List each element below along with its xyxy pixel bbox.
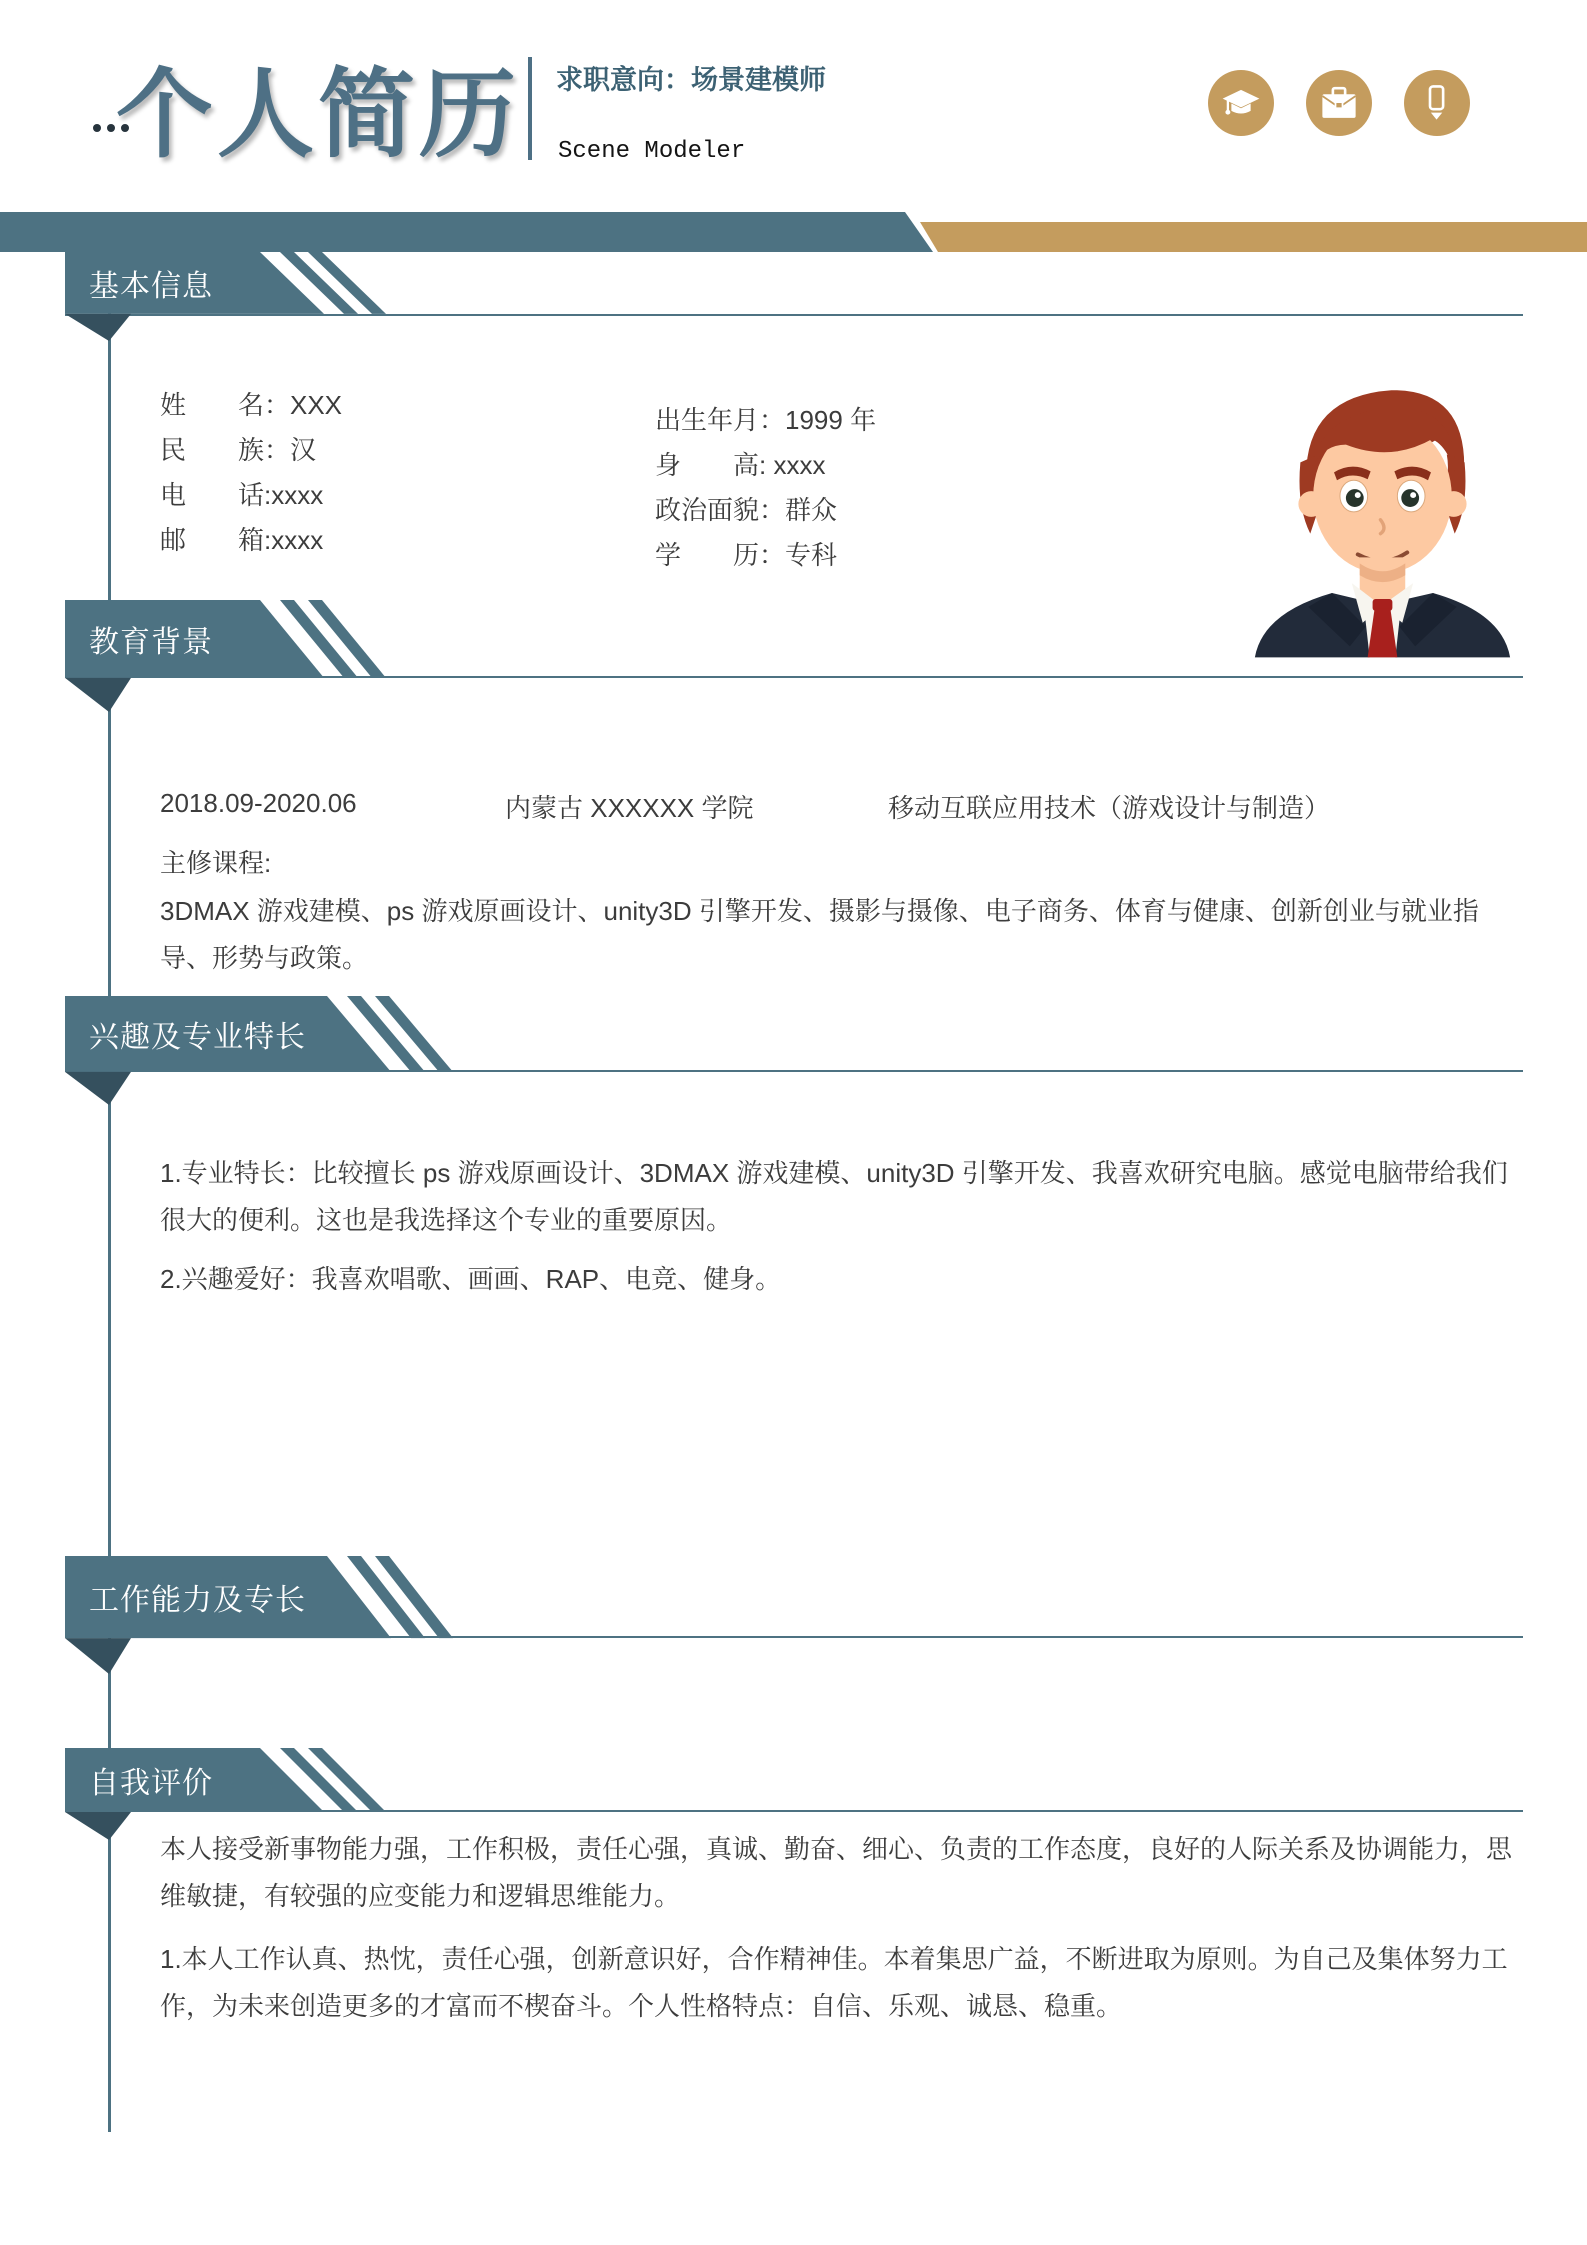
section-title: 基本信息 — [89, 270, 213, 303]
briefcase-icon — [1306, 70, 1372, 136]
self-evaluation-paragraph: 1.本人工作认真、热忱，责任心强，创新意识好，合作精神佳。本着集思广益，不断进取为原则。为自己及集体努力工作，为未来创造更多的才富而不楔奋斗。个人性格特点：自信、乐观、诚恳、稳重。 — [160, 1944, 1508, 2021]
education-courses-label: 主修课程: — [160, 848, 272, 878]
section-title: 教育背景 — [89, 626, 213, 659]
education-courses-text: 3DMAX 游戏建模、ps 游戏原画设计、unity3D 引擎开发、摄影与摄像、电子商务、体育与健康、创新创业与就业指导、形势与政策。 — [160, 896, 1479, 973]
job-intention-english: Scene Modeler — [558, 138, 746, 165]
interest-item: 1.专业特长：比较擅长 ps 游戏原画设计、3DMAX 游戏建模、unity3D 引擎开发、我喜欢研究电脑。感觉电脑带给我们很大的便利。这也是我选择这个专业的重要原因。 — [160, 1158, 1508, 1235]
header-teal-bar — [0, 212, 933, 252]
field-email: 邮 箱:xxxx — [160, 525, 324, 555]
section-header-self-evaluation — [65, 1748, 405, 1840]
field-birth: 出生年月：1999 年 — [655, 405, 877, 435]
graduation-cap-icon — [1208, 70, 1274, 136]
education-courses — [160, 888, 1528, 994]
header-divider — [528, 57, 532, 160]
section-header-basic-info — [65, 252, 405, 341]
section-title: 自我评价 — [89, 1767, 213, 1800]
interest-item: 2.兴趣爱好：我喜欢唱歌、画画、RAP、电竞、健身。 — [160, 1264, 782, 1294]
field-political-status: 政治面貌：群众 — [655, 495, 838, 525]
self-evaluation-content — [160, 1826, 1528, 2042]
page-title: 个人简历 — [116, 60, 520, 169]
section-title: 兴趣及专业特长 — [89, 1021, 306, 1054]
section-header-education — [65, 600, 405, 712]
self-evaluation-paragraph: 本人接受新事物能力强，工作积极，责任心强，真诚、勤奋、细心、负责的工作态度，良好的人际关系及协调能力，思维敏捷，有较强的应变能力和逻辑思维能力。 — [160, 1834, 1513, 1911]
section-header-interests — [65, 996, 485, 1105]
field-phone: 电 话:xxxx — [160, 480, 324, 510]
section-header-work-ability — [65, 1556, 485, 1674]
pen-icon — [1404, 70, 1470, 136]
avatar-photo — [1243, 345, 1520, 658]
field-height: 身 高: xxxx — [655, 450, 826, 480]
section-title: 工作能力及专长 — [89, 1584, 306, 1617]
field-degree: 学 历：专科 — [655, 540, 838, 570]
header-gold-bar — [920, 222, 1587, 252]
job-intention-text: 求职意向：场景建模师 — [556, 65, 826, 95]
field-ethnicity: 民 族：汉 — [160, 435, 317, 465]
education-major: 移动互联应用技术（游戏设计与制造） — [888, 793, 1331, 823]
education-period: 2018.09-2020.06 — [160, 788, 357, 818]
field-name: 姓 名：XXX — [160, 390, 343, 420]
interests-content — [160, 1150, 1528, 1315]
education-school: 内蒙古 XXXXXX 学院 — [505, 793, 754, 823]
left-vertical-rule — [108, 253, 111, 2132]
